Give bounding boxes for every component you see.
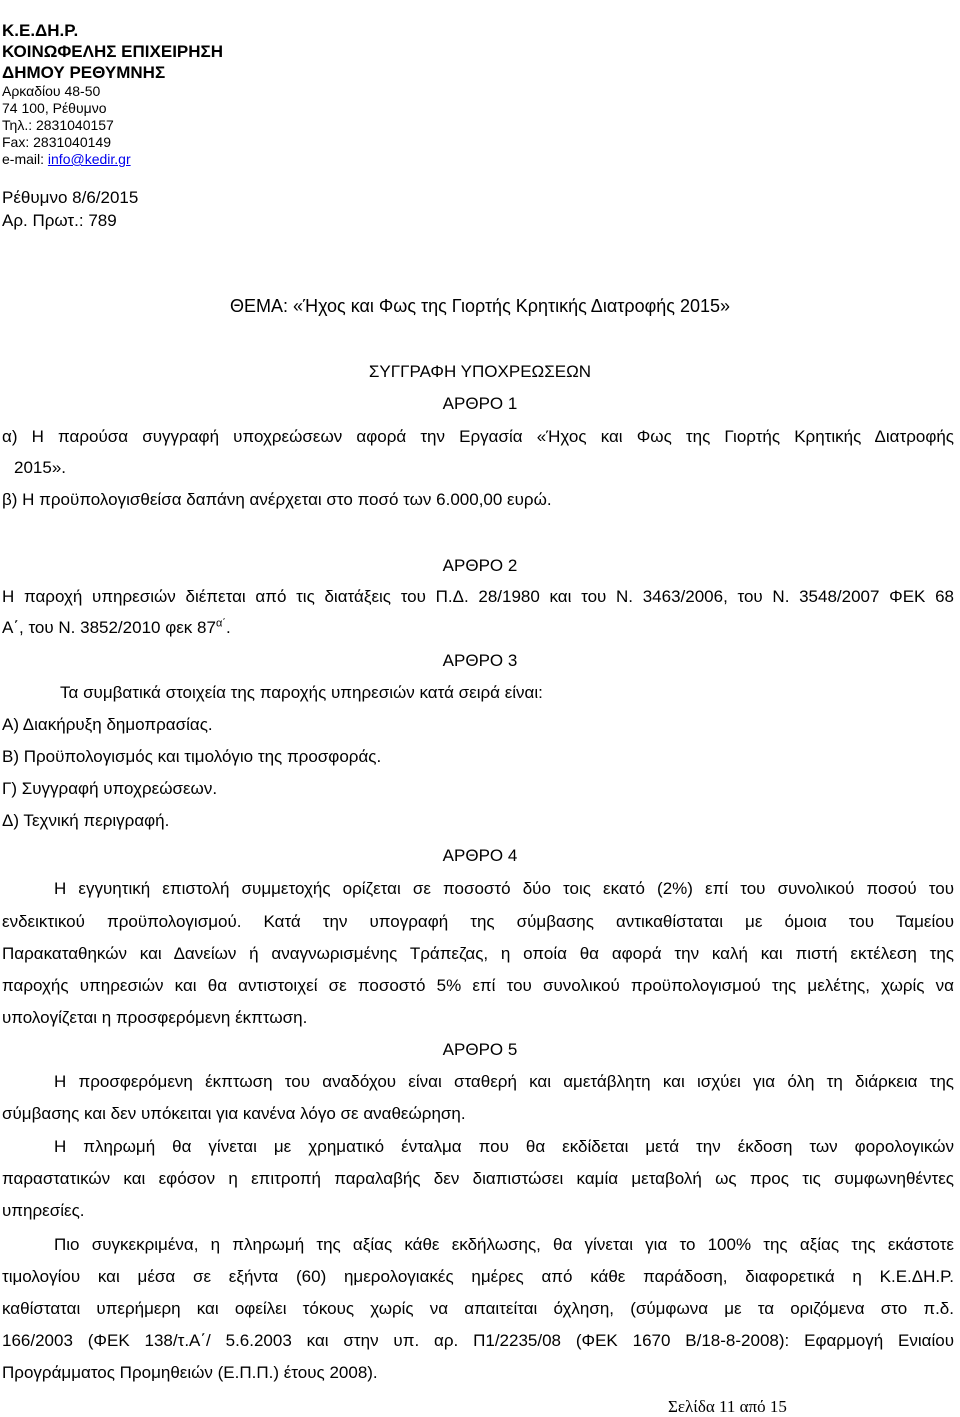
article-5-p1-line: σύμβασης και δεν υπόκειται για κανένα λόγο σε αναθεώρηση. bbox=[2, 1104, 466, 1123]
article-5-p3-line: 166/2003 (ΦΕΚ 138/τ.Α΄/ 5.6.2003 και στην υπ. αρ. Π1/2235/08 (ΦΕΚ 1670 Β/18-8-2008): Εφαρμογή Ενιαίου bbox=[2, 1331, 954, 1350]
article-2-text-main: Α΄, του Ν. 3852/2010 φεκ 87 bbox=[2, 618, 216, 637]
article-3-item: Γ) Συγγραφή υποχρεώσεων. bbox=[2, 779, 218, 798]
phone-number: Τηλ.: 2831040157 bbox=[2, 117, 114, 133]
article-5-heading: ΑΡΘΡΟ 5 bbox=[442, 1040, 518, 1059]
article-2-text: Η παροχή υπηρεσιών διέπεται από τις διατάξεις του Π.Δ. 28/1980 και του Ν. 3463/2006, του Ν. 3548/2007 ΦΕΚ 68 bbox=[2, 587, 954, 606]
email-line bbox=[2, 151, 602, 168]
fax-number: Fax: 2831040149 bbox=[2, 134, 111, 150]
address-street: Αρκαδίου 48-50 bbox=[2, 83, 101, 99]
article-4-line: Παρακαταθηκών και Δανείων ή αναγνωρισμένης Τράπεζας, η οποία θα αφορά την καλή και πιστή εκτέλεση της bbox=[2, 944, 954, 963]
article-5-p3-line: Πιο συγκεκριμένα, η πληρωμή της αξίας κάθε εκδήλωσης, θα γίνεται για το 100% της αξίας της εκάστοτε bbox=[54, 1235, 954, 1254]
article-3-item: Α) Διακήρυξη δημοπρασίας. bbox=[2, 715, 213, 734]
subject-line: ΘΕΜΑ: «Ήχος και Φως της Γιορτής Κρητικής Διατροφής 2015» bbox=[229, 296, 731, 316]
date-block bbox=[2, 186, 138, 232]
document-title: ΣΥΓΓΡΑΦΗ ΥΠΟΧΡΕΩΣΕΩΝ bbox=[368, 362, 592, 381]
article-5-p1-line: Η προσφερόμενη έκπτωση του αναδόχου είναι σταθερή και αμετάβλητη και ισχύει για όλη τη διάρκεια της bbox=[54, 1072, 954, 1091]
article-1-heading: ΑΡΘΡΟ 1 bbox=[442, 394, 518, 413]
article-1-item-a: α) Η παρούσα συγγραφή υποχρεώσεων αφορά την Εργασία «Ήχος και Φως της Γιορτής Κρητικής Διατροφής bbox=[2, 427, 954, 446]
article-1-item-b: β) Η προϋπολογισθείσα δαπάνη ανέρχεται στο ποσό των 6.000,00 ευρώ. bbox=[2, 490, 552, 509]
page-number: Σελίδα 11 από 15 bbox=[668, 1397, 787, 1416]
article-5-p3-line: Προγράμματος Προμηθειών (Ε.Π.Π.) έτους 2008). bbox=[2, 1363, 378, 1382]
article-5-p3-line: τιμολογίου και μέσα σε εξήντα (60) ημερολογιακές ημέρες από κάθε παράδοση, διαφορετικά η Κ.Ε.ΔΗ.Ρ. bbox=[2, 1267, 954, 1286]
org-municipality: ΔΗΜΟΥ ΡΕΘΥΜΝΗΣ bbox=[2, 63, 166, 82]
email-link[interactable]: info@kedir.gr bbox=[47, 151, 131, 167]
article-2-text-cont bbox=[2, 617, 231, 639]
address-postal: 74 100, Ρέθυμνο bbox=[2, 100, 107, 116]
article-1-item-a-cont: 2015». bbox=[14, 458, 66, 477]
article-2-text-end: . bbox=[225, 618, 231, 637]
article-4-last-line: υπολογίζεται η προσφερόμενη έκπτωση. bbox=[2, 1008, 308, 1027]
article-3-intro: Τα συμβατικά στοιχεία της παροχής υπηρεσιών κατά σειρά είναι: bbox=[60, 683, 543, 702]
protocol-number: Αρ. Πρωτ.: 789 bbox=[2, 211, 117, 230]
article-5-p2-line: υπηρεσίες. bbox=[2, 1201, 85, 1220]
org-name: ΚΟΙΝΩΦΕΛΗΣ ΕΠΙΧΕΙΡΗΣΗ bbox=[2, 42, 224, 61]
article-3-heading: ΑΡΘΡΟ 3 bbox=[442, 651, 518, 670]
article-5-p2-line: παραστατικών και εφόσον η επιτροπή παραλαβής δεν διαπιστώσει καμία μεταβολή ως προς τις συμφωνηθέντες bbox=[2, 1169, 954, 1188]
email-label: e-mail: bbox=[2, 151, 48, 167]
article-2-superscript: α΄ bbox=[215, 617, 226, 630]
article-3-item: Δ) Τεχνική περιγραφή. bbox=[2, 811, 170, 830]
article-3-item: Β) Προϋπολογισμός και τιμολόγιο της προσφοράς. bbox=[2, 747, 382, 766]
article-4-line: παροχής υπηρεσιών και θα αντιστοιχεί σε ποσοστό 5% επί του συνολικού προϋπολογισμού της μελέτης, χωρίς να bbox=[2, 976, 954, 995]
letterhead bbox=[2, 20, 602, 168]
article-5-p2-line: Η πληρωμή θα γίνεται με χρηματικό ένταλμα που θα εκδίδεται μετά την έκδοση των φορολογικών bbox=[54, 1137, 954, 1156]
org-short-name: Κ.Ε.ΔΗ.Ρ. bbox=[2, 21, 79, 40]
article-5-p3-line: καθίσταται υπερήμερη και οφείλει τόκους χωρίς να απαιτείται όχληση, (σύμφωνα με τα οριζόμενα στο π.δ. bbox=[2, 1299, 954, 1318]
date-line: Ρέθυμνο 8/6/2015 bbox=[2, 188, 139, 207]
article-4-heading: ΑΡΘΡΟ 4 bbox=[442, 846, 518, 865]
article-4-line: ενδεικτικού προϋπολογισμού. Κατά την υπογραφή της σύμβασης αντικαθίσταται με όμοια του Ταμείου bbox=[2, 912, 954, 931]
article-4-line: Η εγγυητική επιστολή συμμετοχής ορίζεται σε ποσοστό δύο τοις εκατό (2%) επί του συνολικού ποσού του bbox=[54, 879, 954, 898]
article-2-heading: ΑΡΘΡΟ 2 bbox=[442, 556, 518, 575]
